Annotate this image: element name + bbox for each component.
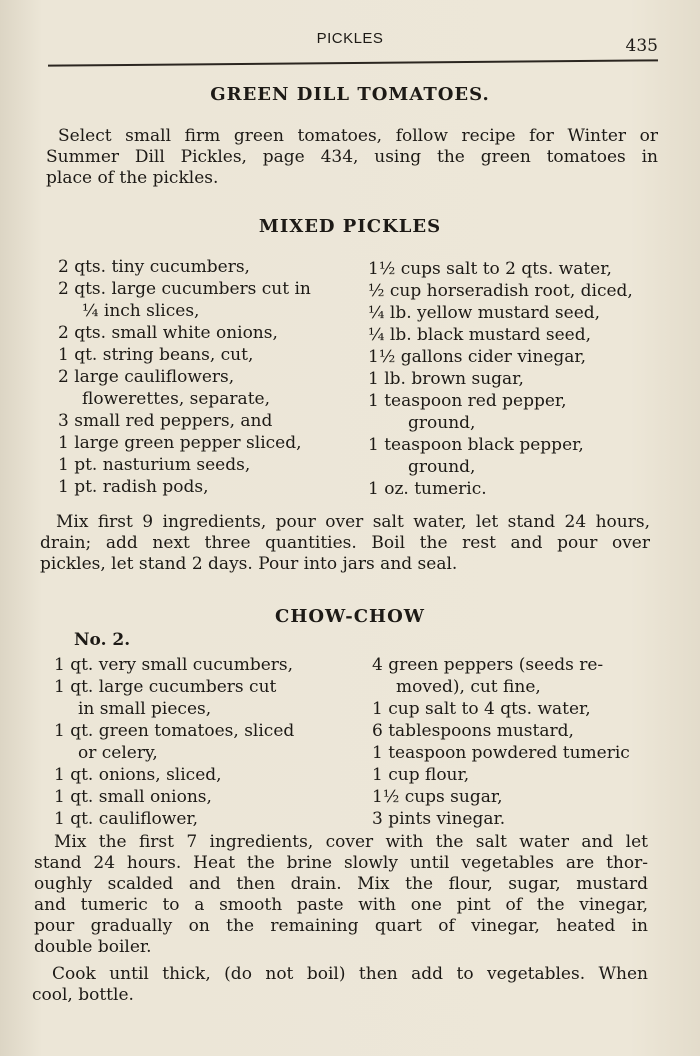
ingredient: ½ cup horseradish root, diced, — [368, 281, 633, 301]
ingredient: 2 qts. tiny cucumbers, — [58, 257, 250, 277]
green-dill-paragraph — [46, 126, 658, 189]
text-line: Summer Dill Pickles, page 434, using the green tomatoes in — [46, 147, 658, 167]
ingredient: 1 large green pepper sliced, — [58, 433, 302, 453]
ingredient: 1½ cups sugar, — [372, 787, 503, 807]
ingredient: moved), cut fine, — [396, 677, 541, 697]
text-line: oughly scalded and then drain. Mix the flour, sugar, mustard — [34, 874, 648, 894]
ingredient: 1 qt. onions, sliced, — [54, 765, 222, 785]
ingredient: 1 cup salt to 4 qts. water, — [372, 699, 591, 719]
chow-ingredients-right — [372, 654, 662, 830]
ingredient: 1½ gallons cider vinegar, — [368, 347, 587, 367]
ingredient: 3 pints vinegar. — [372, 809, 506, 829]
text-line: pour gradually on the remaining quart of vinegar, heated in — [34, 916, 648, 936]
text-line: drain; add next three quantities. Boil the rest and pour over — [40, 533, 650, 553]
text-line: Cook until thick, (do not boil) then add to vegetables. When — [52, 964, 648, 984]
recipe-number: No. 2. — [74, 630, 131, 650]
ingredient: 1 pt. nasturium seeds, — [58, 455, 251, 475]
ingredient: 1 qt. very small cucumbers, — [54, 655, 294, 675]
mixed-directions — [40, 512, 650, 575]
ingredient: ¼ lb. yellow mustard seed, — [368, 303, 601, 323]
ingredient: ground, — [408, 413, 476, 433]
ingredient: 4 green peppers (seeds re- — [372, 655, 604, 675]
mixed-ingredients-left — [58, 256, 358, 498]
ingredient: 1 cup flour, — [372, 765, 470, 785]
ingredient: in small pieces, — [78, 699, 212, 719]
ingredient: 6 tablespoons mustard, — [372, 721, 574, 741]
ingredient: 1 qt. cauliflower, — [54, 809, 199, 829]
mixed-ingredients-right — [368, 258, 658, 500]
ingredient: 1 teaspoon black pepper, — [368, 435, 584, 455]
ingredient: ¼ inch slices, — [82, 301, 200, 321]
ingredient: 3 small red peppers, and — [58, 411, 273, 431]
ingredient: ¼ lb. black mustard seed, — [368, 325, 591, 345]
text-line: Select small firm green tomatoes, follow recipe for Winter or — [58, 126, 658, 146]
ingredient: 1½ cups salt to 2 qts. water, — [368, 259, 612, 279]
text-line: stand 24 hours. Heat the brine slowly until vegetables are thor- — [34, 853, 648, 873]
ingredient: 1 oz. tumeric. — [368, 479, 487, 499]
ingredient: or celery, — [78, 743, 158, 763]
chow-directions — [34, 832, 648, 958]
header-rule — [48, 59, 658, 66]
ingredient: ground, — [408, 457, 476, 477]
ingredient: 1 pt. radish pods, — [58, 477, 209, 497]
text-line: and tumeric to a smooth paste with one pint of the vinegar, — [34, 895, 648, 915]
ingredient: 2 qts. small white onions, — [58, 323, 278, 343]
chow-ingredients-left — [54, 654, 364, 830]
text-line: Mix first 9 ingredients, pour over salt water, let stand 24 hours, — [56, 512, 650, 532]
text-line: place of the pickles. — [46, 168, 219, 188]
ingredient: 1 qt. small onions, — [54, 787, 212, 807]
ingredient: 2 large cauliflowers, — [58, 367, 235, 387]
ingredient: 1 qt. green tomatoes, sliced — [54, 721, 295, 741]
running-title: PICKLES — [316, 30, 384, 47]
ingredient: 1 qt. large cucumbers cut — [54, 677, 277, 697]
text-line: pickles, let stand 2 days. Pour into jars and seal. — [40, 554, 458, 574]
section-title-chow-chow: CHOW-CHOW — [275, 606, 425, 627]
page-number: 435 — [625, 36, 658, 56]
ingredient: flowerettes, separate, — [82, 389, 270, 409]
ingredient: 1 teaspoon red pepper, — [368, 391, 567, 411]
chow-final-note — [32, 964, 648, 1006]
ingredient: 1 qt. string beans, cut, — [58, 345, 254, 365]
section-title-mixed-pickles: MIXED PICKLES — [258, 216, 442, 237]
text-line: double boiler. — [34, 937, 152, 957]
text-line: cool, bottle. — [32, 985, 134, 1005]
ingredient: 2 qts. large cucumbers cut in — [58, 279, 311, 299]
ingredient: 1 teaspoon powdered tumeric — [372, 743, 630, 763]
text-line: Mix the first 7 ingredients, cover with the salt water and let — [54, 832, 648, 852]
section-title-green-dill: GREEN DILL TOMATOES. — [210, 84, 490, 105]
ingredient: 1 lb. brown sugar, — [368, 369, 524, 389]
